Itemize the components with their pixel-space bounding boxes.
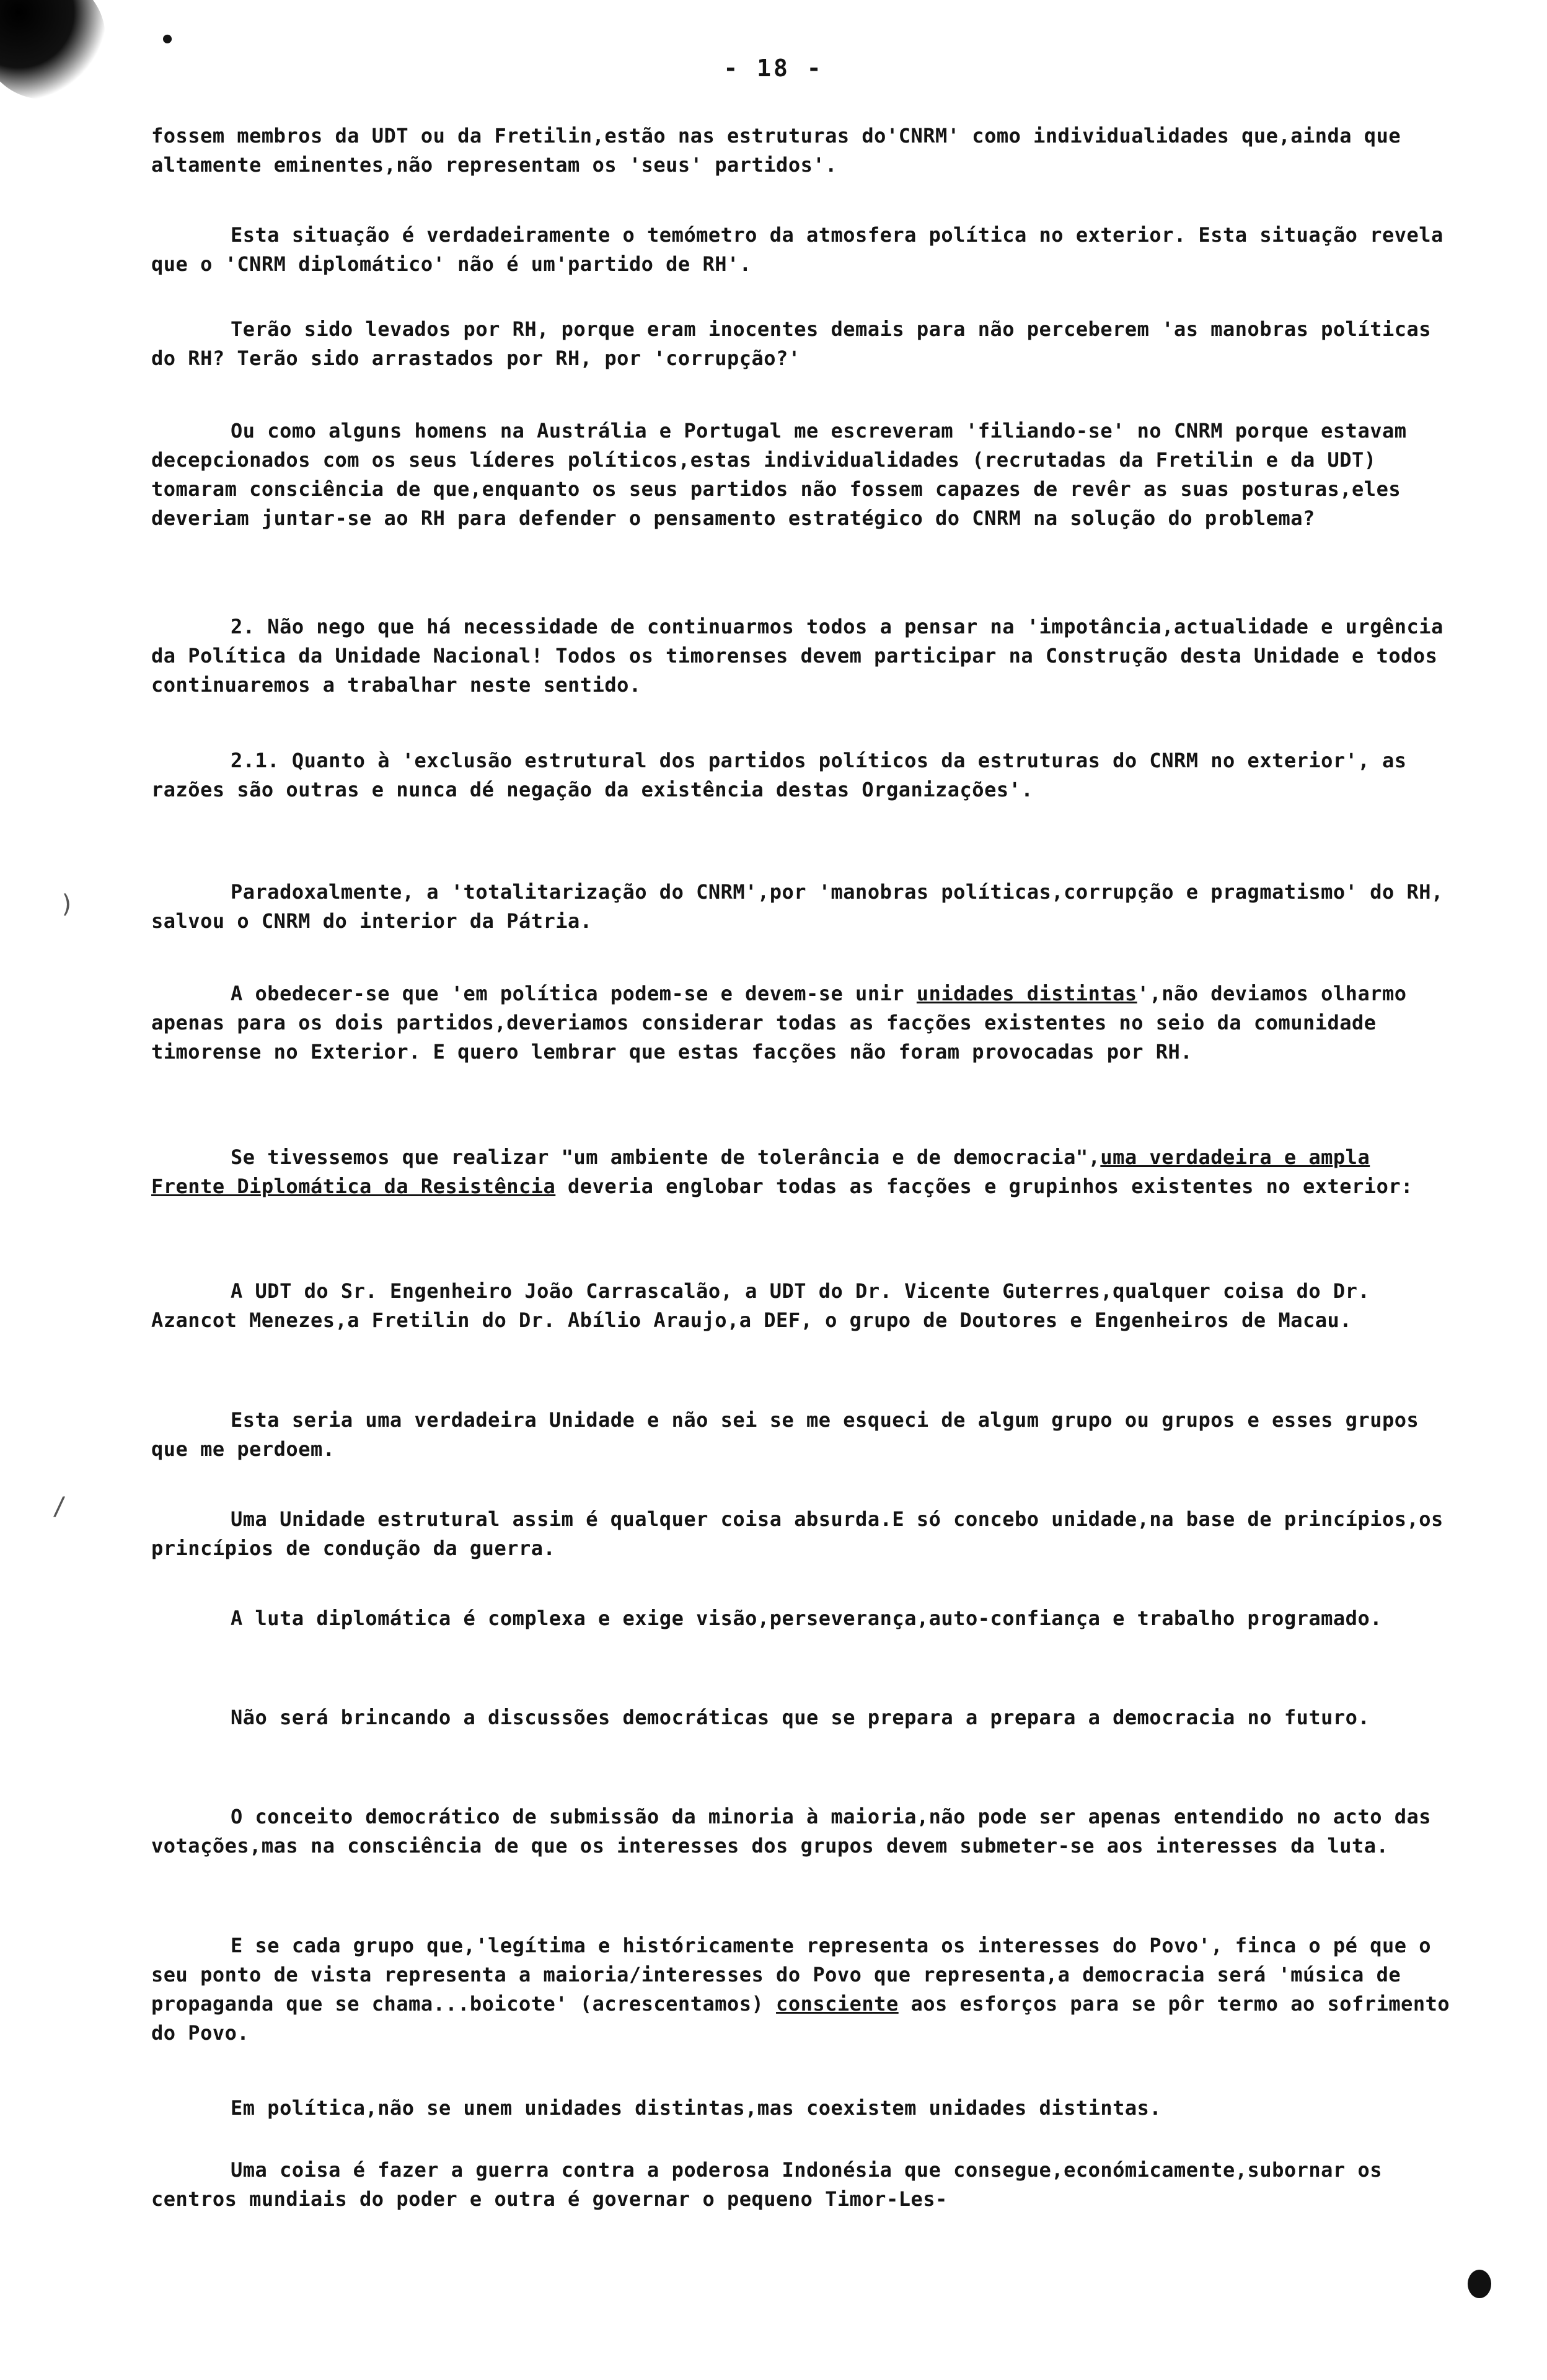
margin-mark: ) [60, 890, 75, 919]
margin-mark: / [52, 1492, 68, 1521]
paragraph: Uma Unidade estrutural assim é qualquer coisa absurda.E só concebo unidade,na base de princípios,os princípios de condução da guerra. [151, 1507, 1443, 1560]
paragraph: A UDT do Sr. Engenheiro João Carrascalão, a UDT do Dr. Vicente Guterres,qualquer coisa do Dr. Azancot Menezes,a Fretilin do Dr. Abílio Araujo,a DEF, o grupo de Doutores e Engenheiros de Macau. [151, 1279, 1370, 1332]
corner-mark: • [160, 26, 175, 55]
paragraph: O conceito democrático de submissão da minoria à maioria,não pode ser apenas entendido no acto das votações,mas na consciência de que os interesses dos grupos devem submeter-se aos interesses da luta. [151, 1805, 1432, 1858]
paragraph: A luta diplomática é complexa e exige visão,perseverança,auto-confiança e trabalho programado. [231, 1606, 1382, 1630]
paragraph: E se cada grupo que,'legítima e históricamente representa os interesses do Povo', finca o pé que o seu ponto de vista representa a maioria/interesses do Povo que representa,a democracia será 'música de propaganda que se chama...boicote' (acrescentamos) consciente aos esforços para se pôr termo ao sofrimento do Povo. [151, 1934, 1450, 2045]
paragraph: Esta situação é verdadeiramente o temómetro da atmosfera política no exterior. Esta situação revela que o 'CNRM diplomático' não é um'partido de RH'. [151, 223, 1443, 276]
paragraph: Se tivessemos que realizar "um ambiente de tolerância e de democracia",uma verdadeira e ampla Frente Diplomática da Resistência deveria englobar todas as facções e grupinhos existentes no exterior: [151, 1145, 1413, 1198]
paragraph: A obedecer-se que 'em política podem-se e devem-se unir unidades distintas',não deviamos olharmo apenas para os dois partidos,deveriamos considerar todas as facções existentes no seio da comunidade timorense no Exterior. E quero lembrar que estas facções não foram provocadas por RH. [151, 982, 1407, 1064]
underlined-phrase: uma verdadeira e ampla Frente Diplomática da Resistência [151, 1145, 1370, 1198]
paragraph: Em política,não se unem unidades distintas,mas coexistem unidades distintas. [231, 2096, 1162, 2120]
paragraph: 2. Não nego que há necessidade de continuarmos todos a pensar na 'impotância,actualidade e urgência da Política da Unidade Nacional! Todos os timorenses devem participar na Construção desta Unidade e todos continuaremos a trabalhar neste sentido. [151, 615, 1443, 697]
page-number: - 18 - [723, 55, 824, 82]
paragraph: 2.1. Quanto à 'exclusão estrutural dos partidos políticos da estruturas do CNRM no exterior', as razões são outras e nunca dé negação da existência destas Organizações'. [151, 749, 1407, 801]
paragraph: fossem membros da UDT ou da Fretilin,estão nas estruturas do'CNRM' como individualidades que,ainda que altamente eminentes,não representam os 'seus' partidos'. [151, 124, 1401, 177]
ink-dot [1468, 2270, 1491, 2298]
ink-blot [0, 0, 105, 99]
paragraph: Paradoxalmente, a 'totalitarização do CNRM',por 'manobras políticas,corrupção e pragmatismo' do RH, salvou o CNRM do interior da Pátria. [151, 880, 1443, 933]
underlined-phrase: consciente [776, 1992, 899, 2016]
underlined-phrase: unidades distintas [916, 982, 1137, 1005]
paragraph: Terão sido levados por RH, porque eram inocentes demais para não perceberem 'as manobras políticas do RH? Terão sido arrastados por RH, por 'corrupção?' [151, 317, 1432, 370]
paragraph: Uma coisa é fazer a guerra contra a poderosa Indonésia que consegue,económicamente,subornar os centros mundiais do poder e outra é governar o pequeno Timor-Les- [151, 2158, 1382, 2211]
paragraph: Esta seria uma verdadeira Unidade e não sei se me esqueci de algum grupo ou grupos e esses grupos que me perdoem. [151, 1408, 1419, 1461]
paragraph: Não será brincando a discussões democráticas que se prepara a prepara a democracia no futuro. [231, 1706, 1370, 1729]
paragraph: Ou como alguns homens na Austrália e Portugal me escreveram 'filiando-se' no CNRM porque estavam decepcionados com os seus líderes políticos,estas individualidades (recrutadas da Fretilin e da UDT) tomaram consciência de que,enquanto os seus partidos não fossem capazes de revêr as suas posturas,eles deveriam juntar-se ao RH para defender o pensamento estratégico do CNRM na solução do problema? [151, 419, 1407, 530]
